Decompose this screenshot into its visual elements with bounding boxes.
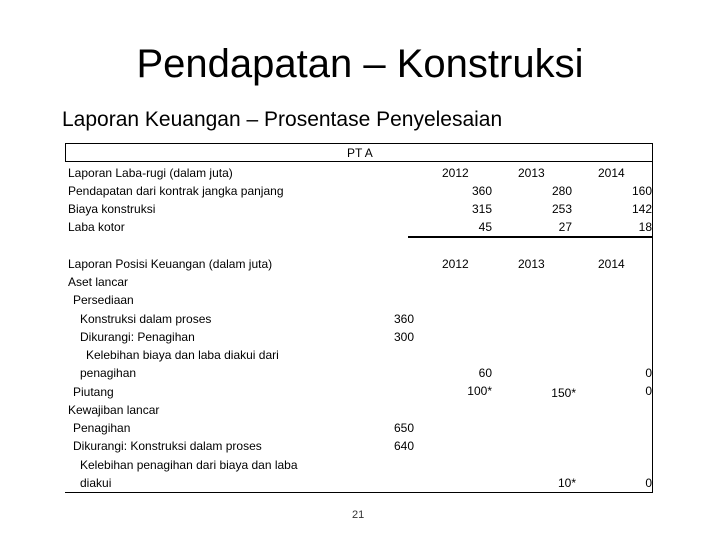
- aset-lancar-label: Aset lancar: [68, 275, 129, 289]
- piutang-label: Piutang: [73, 385, 114, 399]
- slide-title: Pendapatan – Konstruksi: [136, 42, 584, 86]
- total-underline: [408, 236, 652, 238]
- balance-year-2013: 2013: [518, 257, 545, 271]
- dikurangi-konstruksi-label: Dikurangi: Konstruksi dalam proses: [73, 439, 262, 453]
- konstruksi-dalam-proses-value: 360: [393, 312, 414, 326]
- income-row-value: 45: [478, 220, 492, 234]
- income-year-2013: 2013: [518, 166, 545, 180]
- income-row-value: 142: [631, 202, 652, 216]
- income-year-2014: 2014: [598, 166, 625, 180]
- kelebihan-penagihan-value-2013: 10*: [557, 476, 576, 490]
- income-row-value: 315: [471, 202, 492, 216]
- income-heading: Laporan Laba-rugi (dalam juta): [68, 166, 233, 180]
- piutang-value-2013: 150*: [551, 386, 576, 400]
- kelebihan-biaya-value-2014: 0: [645, 366, 652, 380]
- income-row-value: 27: [558, 220, 572, 234]
- income-row-value: 253: [551, 202, 572, 216]
- income-row-label: Laba kotor: [68, 220, 125, 234]
- dikurangi-konstruksi-value: 640: [393, 439, 414, 453]
- company-name: PT A: [347, 146, 373, 160]
- persediaan-label: Persediaan: [73, 293, 134, 307]
- income-row-value: 280: [551, 184, 572, 198]
- income-row-value: 360: [471, 184, 492, 198]
- income-row-label: Pendapatan dari kontrak jangka panjang: [68, 184, 284, 198]
- dikurangi-penagihan-label: Dikurangi: Penagihan: [80, 330, 195, 344]
- penagihan-label: Penagihan: [73, 421, 131, 435]
- kelebihan-biaya-value-2012: 60: [478, 366, 492, 380]
- page-number: 21: [352, 509, 365, 521]
- slide-subtitle: Laporan Keuangan – Prosentase Penyelesaian: [62, 108, 503, 131]
- balance-heading: Laporan Posisi Keuangan (dalam juta): [68, 257, 273, 271]
- income-year-2012: 2012: [442, 166, 469, 180]
- income-row-value: 18: [638, 220, 652, 234]
- piutang-value-2012: 100*: [467, 384, 492, 398]
- kelebihan-biaya-label-line2: penagihan: [80, 366, 137, 380]
- kelebihan-biaya-label-line1: Kelebihan biaya dan laba diakui dari: [86, 348, 279, 362]
- kelebihan-penagihan-label-line1: Kelebihan penagihan dari biaya dan laba: [80, 458, 298, 472]
- income-row-value: 160: [631, 184, 652, 198]
- kewajiban-lancar-label: Kewajiban lancar: [68, 403, 160, 417]
- konstruksi-dalam-proses-label: Konstruksi dalam proses: [80, 312, 212, 326]
- piutang-value-2014: 0: [645, 384, 652, 398]
- balance-year-2014: 2014: [598, 257, 625, 271]
- income-row-label: Biaya konstruksi: [68, 202, 156, 216]
- dikurangi-penagihan-value: 300: [393, 330, 414, 344]
- kelebihan-penagihan-label-line2: diakui: [80, 476, 112, 490]
- balance-year-2012: 2012: [442, 257, 469, 271]
- table-header-left-border: [65, 143, 66, 161]
- table-header-bottom-border: [65, 161, 652, 162]
- penagihan-value: 650: [393, 421, 414, 435]
- kelebihan-penagihan-value-2014: 0: [645, 476, 652, 490]
- table-header-top-border: [65, 143, 652, 144]
